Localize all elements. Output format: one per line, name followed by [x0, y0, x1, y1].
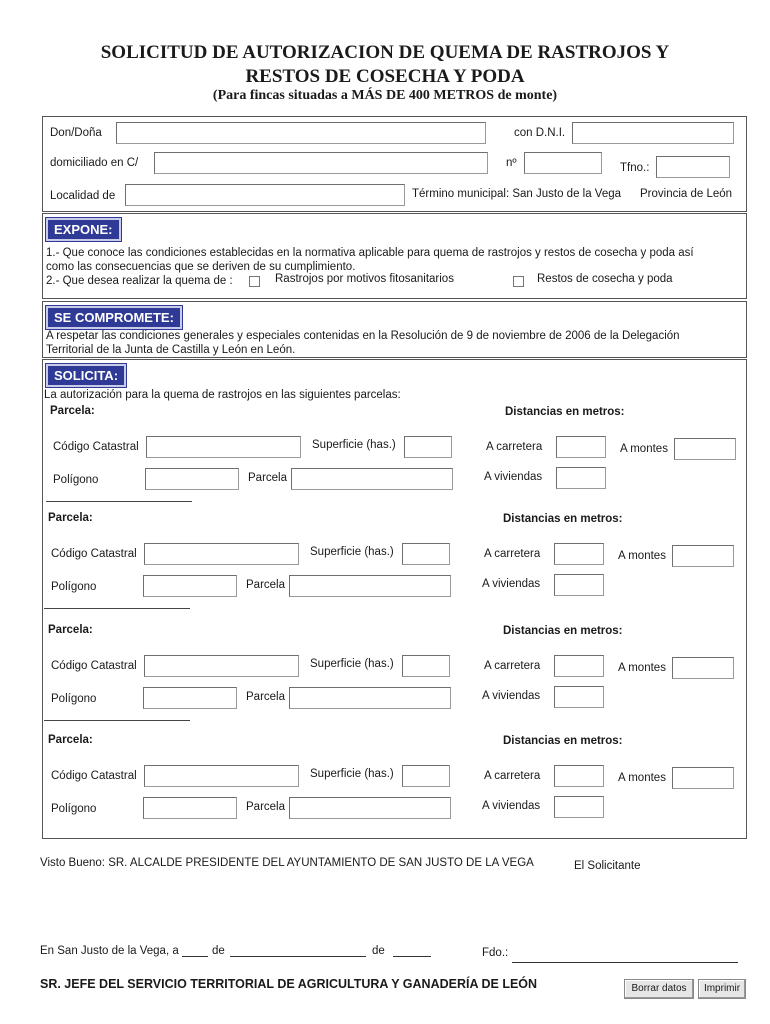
address-field[interactable] — [154, 152, 488, 174]
carretera-field[interactable] — [554, 655, 604, 677]
parcela-label: Parcela — [248, 472, 287, 484]
termino-label: Término municipal: San Justo de la Vega — [412, 188, 622, 200]
distancias-heading: Distancias en metros: — [505, 406, 625, 418]
codigo-catastral-label: Código Catastral — [51, 548, 137, 560]
restos-checkbox[interactable] — [513, 276, 524, 287]
dni-label: con D.N.I. — [514, 127, 566, 139]
codigo-catastral-field[interactable] — [144, 765, 299, 787]
montes-field[interactable] — [672, 545, 734, 567]
fdo-label: Fdo.: — [482, 947, 509, 959]
phone-field[interactable] — [656, 156, 730, 178]
year-line[interactable] — [393, 956, 431, 957]
carretera-field[interactable] — [556, 436, 606, 458]
viviendas-label: A viviendas — [482, 578, 541, 590]
expone-line3: 2.- Que desea realizar la quema de : — [46, 275, 233, 287]
parcel-separator — [44, 720, 190, 721]
superficie-label: Superficie (has.) — [310, 768, 394, 780]
expone-line1: 1.- Que conoce las condiciones establecidas en la normativa aplicable para quema de rastrojos y restos de cosecha y poda así — [46, 247, 694, 259]
solicita-intro: La autorización para la quema de rastrojos en las siguientes parcelas: — [44, 389, 401, 401]
compromete-line2: Territorial de la Junta de Castilla y León en León. — [46, 344, 296, 356]
parcela-field[interactable] — [291, 468, 453, 490]
montes-field[interactable] — [672, 657, 734, 679]
codigo-catastral-label: Código Catastral — [53, 441, 139, 453]
parcela-label: Parcela — [246, 579, 285, 591]
form-title-line2: RESTOS DE COSECHA Y PODA — [245, 66, 525, 87]
name-field[interactable] — [116, 122, 486, 144]
restos-option-label: Restos de cosecha y poda — [537, 273, 673, 285]
viviendas-label: A viviendas — [482, 800, 541, 812]
poligono-field[interactable] — [143, 687, 237, 709]
superficie-field[interactable] — [402, 765, 450, 787]
parcela-field[interactable] — [289, 575, 451, 597]
codigo-catastral-label: Código Catastral — [51, 660, 137, 672]
domicilio-label: domiciliado en C/ — [50, 157, 139, 169]
parcela-label: Parcela — [246, 691, 285, 703]
montes-label: A montes — [618, 662, 666, 674]
montes-label: A montes — [620, 443, 668, 455]
codigo-catastral-field[interactable] — [146, 436, 301, 458]
superficie-label: Superficie (has.) — [312, 439, 396, 451]
rastrojos-option-label: Rastrojos por motivos fitosanitarios — [275, 273, 454, 285]
form-subtitle: (Para fincas situadas a MÁS DE 400 METROS de monte) — [212, 88, 558, 103]
don-dona-label: Don/Doña — [50, 127, 102, 139]
distancias-heading: Distancias en metros: — [503, 513, 623, 525]
numero-label: nº — [506, 157, 517, 169]
month-line[interactable] — [230, 956, 366, 957]
poligono-field[interactable] — [143, 575, 237, 597]
carretera-label: A carretera — [486, 441, 543, 453]
superficie-field[interactable] — [402, 543, 450, 565]
carretera-label: A carretera — [484, 660, 541, 672]
poligono-field[interactable] — [143, 797, 237, 819]
parcela-field[interactable] — [289, 687, 451, 709]
solicita-header: SOLICITA: — [46, 364, 126, 387]
carretera-label: A carretera — [484, 770, 541, 782]
compromete-line1: A respetar las condiciones generales y especiales contenidas en la Resolución de 9 de noviembre de 2006 de la Delegación — [46, 330, 680, 342]
viviendas-field[interactable] — [556, 467, 606, 489]
jefe-servicio-label: SR. JEFE DEL SERVICIO TERRITORIAL DE AGRICULTURA Y GANADERÍA DE LEÓN — [40, 977, 538, 991]
superficie-label: Superficie (has.) — [310, 546, 394, 558]
rastrojos-checkbox[interactable] — [249, 276, 260, 287]
poligono-label: Polígono — [51, 581, 97, 593]
viviendas-field[interactable] — [554, 574, 604, 596]
parcela-heading: Parcela: — [48, 624, 93, 636]
poligono-label: Polígono — [51, 803, 97, 815]
parcela-heading: Parcela: — [50, 405, 95, 417]
carretera-field[interactable] — [554, 765, 604, 787]
form-title-line1: SOLICITUD DE AUTORIZACION DE QUEMA DE RASTROJOS Y — [100, 42, 670, 63]
superficie-label: Superficie (has.) — [310, 658, 394, 670]
carretera-field[interactable] — [554, 543, 604, 565]
provincia-label: Provincia de León — [640, 188, 733, 200]
poligono-label: Polígono — [51, 693, 97, 705]
parcela-heading: Parcela: — [48, 512, 93, 524]
number-field[interactable] — [524, 152, 602, 174]
compromete-header: SE COMPROMETE: — [46, 306, 182, 329]
print-button[interactable]: Imprimir — [698, 979, 746, 999]
distancias-heading: Distancias en metros: — [503, 735, 623, 747]
montes-field[interactable] — [674, 438, 736, 460]
parcel-separator — [46, 501, 192, 502]
visto-bueno-label: Visto Bueno: SR. ALCALDE PRESIDENTE DEL AYUNTAMIENTO DE SAN JUSTO DE LA VEGA — [40, 857, 534, 869]
montes-field[interactable] — [672, 767, 734, 789]
viviendas-field[interactable] — [554, 796, 604, 818]
date-de2: de — [372, 945, 385, 957]
date-de1: de — [212, 945, 225, 957]
poligono-label: Polígono — [53, 474, 99, 486]
localidad-label: Localidad de — [50, 190, 116, 202]
solicitante-label: El Solicitante — [574, 860, 641, 872]
locality-field[interactable] — [125, 184, 405, 206]
superficie-field[interactable] — [404, 436, 452, 458]
parcela-field[interactable] — [289, 797, 451, 819]
parcela-heading: Parcela: — [48, 734, 93, 746]
codigo-catastral-label: Código Catastral — [51, 770, 137, 782]
montes-label: A montes — [618, 550, 666, 562]
codigo-catastral-field[interactable] — [144, 655, 299, 677]
signature-line[interactable] — [512, 962, 738, 963]
carretera-label: A carretera — [484, 548, 541, 560]
montes-label: A montes — [618, 772, 666, 784]
viviendas-label: A viviendas — [484, 471, 543, 483]
distancias-heading: Distancias en metros: — [503, 625, 623, 637]
phone-label: Tfno.: — [620, 162, 650, 174]
viviendas-label: A viviendas — [482, 690, 541, 702]
poligono-field[interactable] — [145, 468, 239, 490]
codigo-catastral-field[interactable] — [144, 543, 299, 565]
parcela-label: Parcela — [246, 801, 285, 813]
dni-field[interactable] — [572, 122, 734, 144]
clear-data-button[interactable]: Borrar datos — [624, 979, 694, 999]
parcel-separator — [44, 608, 190, 609]
expone-line2: como las consecuencias que se deriven de su cumplimiento. — [46, 261, 356, 273]
expone-header: EXPONE: — [46, 218, 121, 241]
date-prefix: En San Justo de la Vega, a — [40, 945, 179, 957]
superficie-field[interactable] — [402, 655, 450, 677]
viviendas-field[interactable] — [554, 686, 604, 708]
day-line[interactable] — [182, 956, 208, 957]
